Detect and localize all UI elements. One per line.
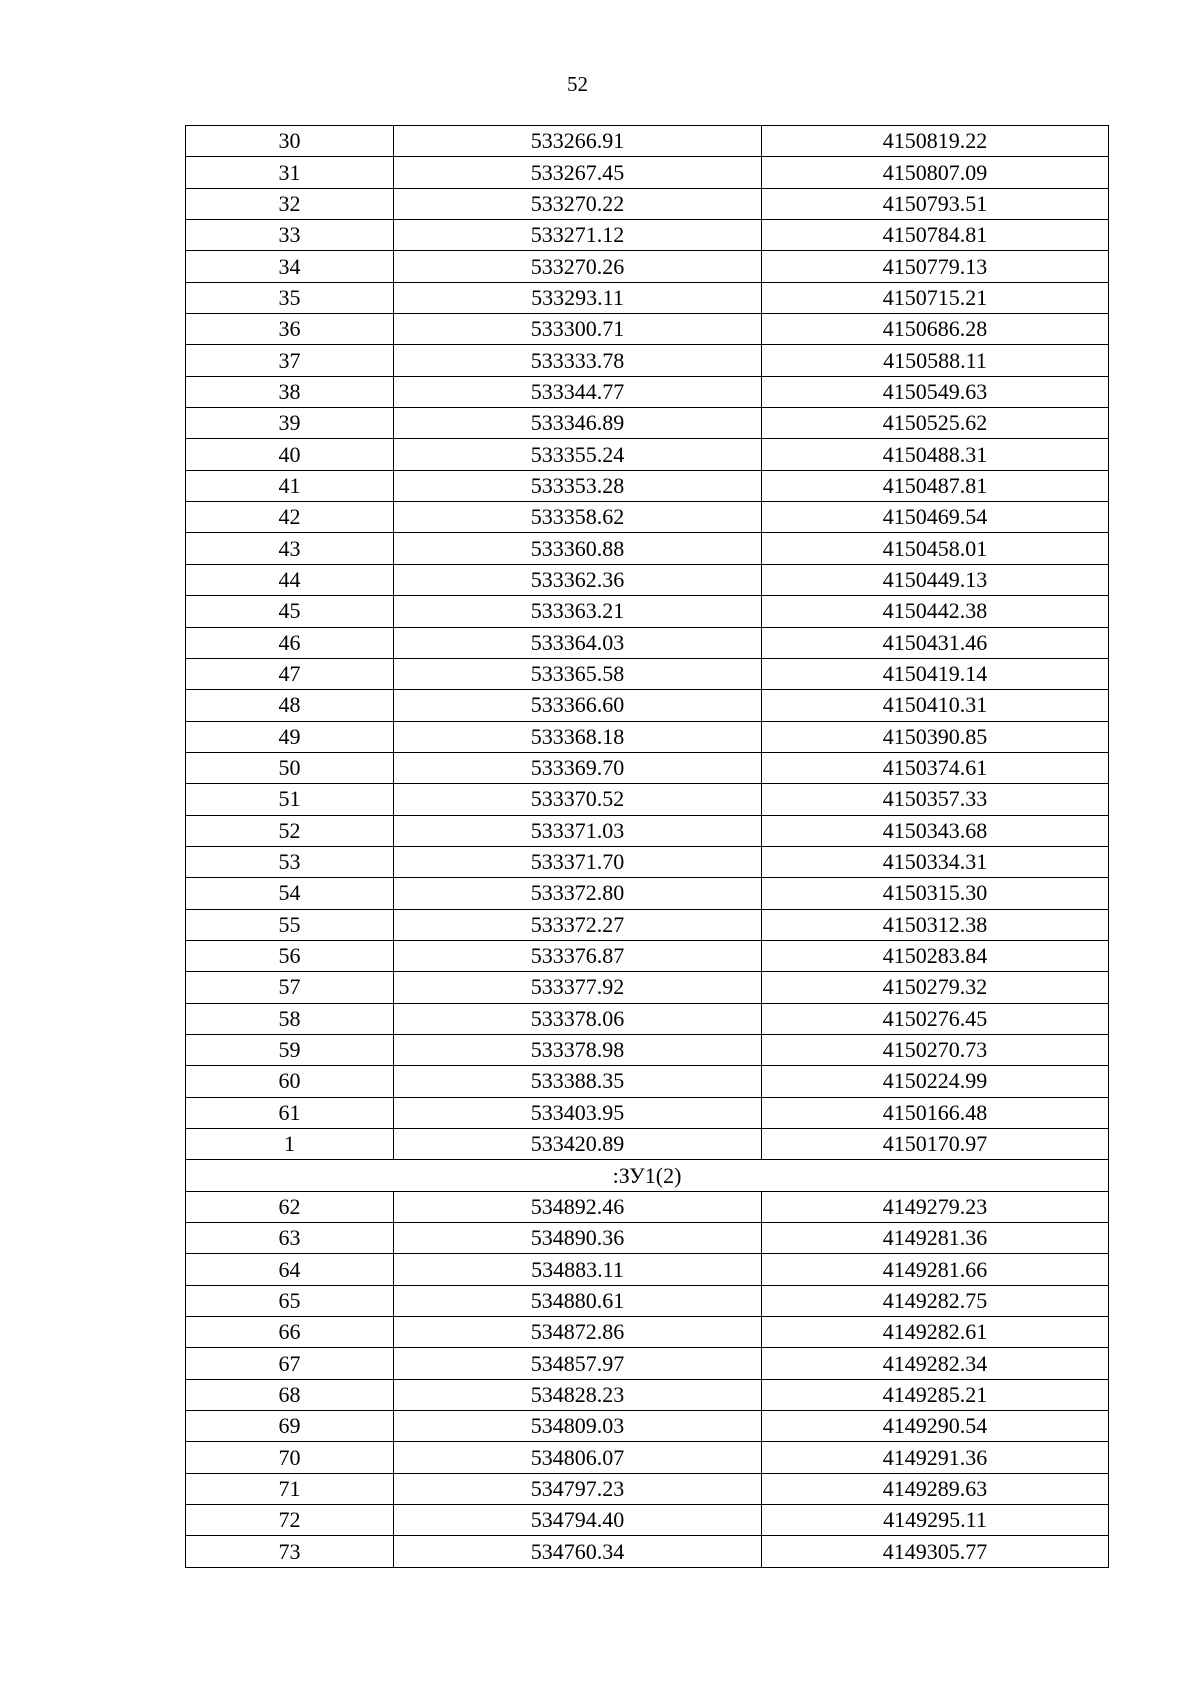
table-row	[186, 470, 1109, 501]
y-coordinate-cell: 4149295.11	[762, 1505, 1109, 1536]
y-coordinate-cell: 4149290.54	[762, 1411, 1109, 1442]
table-row	[186, 596, 1109, 627]
point-number-cell: 30	[186, 126, 394, 157]
point-number-cell: 33	[186, 220, 394, 251]
point-number-cell: 49	[186, 721, 394, 752]
table-row	[186, 1254, 1109, 1285]
table-row	[186, 564, 1109, 595]
y-coordinate-cell: 4150525.62	[762, 408, 1109, 439]
x-coordinate-cell: 533378.06	[394, 1003, 762, 1034]
point-number-cell: 40	[186, 439, 394, 470]
x-coordinate-cell: 533346.89	[394, 408, 762, 439]
table-row	[186, 940, 1109, 971]
point-number-cell: 43	[186, 533, 394, 564]
point-number-cell: 73	[186, 1536, 394, 1567]
table-row	[186, 752, 1109, 783]
x-coordinate-cell: 533363.21	[394, 596, 762, 627]
x-coordinate-cell: 534809.03	[394, 1411, 762, 1442]
table-row	[186, 314, 1109, 345]
section-label: :ЗУ1(2)	[186, 1160, 1109, 1191]
table-row	[186, 439, 1109, 470]
table-row	[186, 1285, 1109, 1316]
y-coordinate-cell: 4150784.81	[762, 220, 1109, 251]
y-coordinate-cell: 4149291.36	[762, 1442, 1109, 1473]
table-row	[186, 533, 1109, 564]
y-coordinate-cell: 4150442.38	[762, 596, 1109, 627]
x-coordinate-cell: 533371.03	[394, 815, 762, 846]
table-row	[186, 846, 1109, 877]
x-coordinate-cell: 533355.24	[394, 439, 762, 470]
point-number-cell: 63	[186, 1223, 394, 1254]
x-coordinate-cell: 534797.23	[394, 1473, 762, 1504]
table-row	[186, 690, 1109, 721]
y-coordinate-cell: 4150166.48	[762, 1097, 1109, 1128]
table-row	[186, 408, 1109, 439]
table-row	[186, 1442, 1109, 1473]
point-number-cell: 52	[186, 815, 394, 846]
point-number-cell: 51	[186, 784, 394, 815]
point-number-cell: 64	[186, 1254, 394, 1285]
y-coordinate-cell: 4150276.45	[762, 1003, 1109, 1034]
x-coordinate-cell: 533369.70	[394, 752, 762, 783]
point-number-cell: 37	[186, 345, 394, 376]
y-coordinate-cell: 4150410.31	[762, 690, 1109, 721]
x-coordinate-cell: 533293.11	[394, 282, 762, 313]
table-row	[186, 345, 1109, 376]
x-coordinate-cell: 534760.34	[394, 1536, 762, 1567]
x-coordinate-cell: 533344.77	[394, 376, 762, 407]
x-coordinate-cell: 533266.91	[394, 126, 762, 157]
x-coordinate-cell: 533371.70	[394, 846, 762, 877]
y-coordinate-cell: 4150170.97	[762, 1129, 1109, 1160]
y-coordinate-cell: 4150807.09	[762, 157, 1109, 188]
y-coordinate-cell: 4150588.11	[762, 345, 1109, 376]
point-number-cell: 60	[186, 1066, 394, 1097]
y-coordinate-cell: 4150279.32	[762, 972, 1109, 1003]
coordinates-table	[185, 125, 1109, 1568]
x-coordinate-cell: 534828.23	[394, 1379, 762, 1410]
x-coordinate-cell: 533376.87	[394, 940, 762, 971]
point-number-cell: 54	[186, 878, 394, 909]
table-row	[186, 1379, 1109, 1410]
y-coordinate-cell: 4149285.21	[762, 1379, 1109, 1410]
point-number-cell: 31	[186, 157, 394, 188]
x-coordinate-cell: 533377.92	[394, 972, 762, 1003]
x-coordinate-cell: 533366.60	[394, 690, 762, 721]
y-coordinate-cell: 4150686.28	[762, 314, 1109, 345]
table-row	[186, 784, 1109, 815]
point-number-cell: 57	[186, 972, 394, 1003]
point-number-cell: 36	[186, 314, 394, 345]
point-number-cell: 39	[186, 408, 394, 439]
table-row	[186, 376, 1109, 407]
y-coordinate-cell: 4149281.36	[762, 1223, 1109, 1254]
table-row	[186, 1003, 1109, 1034]
y-coordinate-cell: 4149281.66	[762, 1254, 1109, 1285]
table-row	[186, 1129, 1109, 1160]
page-number: 52	[567, 72, 588, 96]
y-coordinate-cell: 4150357.33	[762, 784, 1109, 815]
y-coordinate-cell: 4150312.38	[762, 909, 1109, 940]
table-row	[186, 502, 1109, 533]
table-row	[186, 1097, 1109, 1128]
y-coordinate-cell: 4150224.99	[762, 1066, 1109, 1097]
point-number-cell: 50	[186, 752, 394, 783]
y-coordinate-cell: 4149305.77	[762, 1536, 1109, 1567]
table-row	[186, 972, 1109, 1003]
y-coordinate-cell: 4150549.63	[762, 376, 1109, 407]
table-row	[186, 188, 1109, 219]
y-coordinate-cell: 4150487.81	[762, 470, 1109, 501]
x-coordinate-cell: 533372.80	[394, 878, 762, 909]
table-row	[186, 126, 1109, 157]
x-coordinate-cell: 533365.58	[394, 658, 762, 689]
table-row	[186, 1223, 1109, 1254]
y-coordinate-cell: 4150315.30	[762, 878, 1109, 909]
point-number-cell: 61	[186, 1097, 394, 1128]
x-coordinate-cell: 533353.28	[394, 470, 762, 501]
x-coordinate-cell: 533378.98	[394, 1034, 762, 1065]
x-coordinate-cell: 534872.86	[394, 1317, 762, 1348]
point-number-cell: 35	[186, 282, 394, 313]
x-coordinate-cell: 534883.11	[394, 1254, 762, 1285]
point-number-cell: 69	[186, 1411, 394, 1442]
table-row	[186, 1191, 1109, 1222]
x-coordinate-cell: 533368.18	[394, 721, 762, 752]
point-number-cell: 67	[186, 1348, 394, 1379]
x-coordinate-cell: 533270.26	[394, 251, 762, 282]
x-coordinate-cell: 533360.88	[394, 533, 762, 564]
x-coordinate-cell: 533403.95	[394, 1097, 762, 1128]
y-coordinate-cell: 4150283.84	[762, 940, 1109, 971]
y-coordinate-cell: 4150270.73	[762, 1034, 1109, 1065]
y-coordinate-cell: 4149279.23	[762, 1191, 1109, 1222]
point-number-cell: 68	[186, 1379, 394, 1410]
x-coordinate-cell: 533370.52	[394, 784, 762, 815]
section-row	[186, 1160, 1109, 1191]
point-number-cell: 65	[186, 1285, 394, 1316]
table-row	[186, 878, 1109, 909]
y-coordinate-cell: 4150390.85	[762, 721, 1109, 752]
y-coordinate-cell: 4150449.13	[762, 564, 1109, 595]
point-number-cell: 42	[186, 502, 394, 533]
x-coordinate-cell: 533300.71	[394, 314, 762, 345]
x-coordinate-cell: 533372.27	[394, 909, 762, 940]
x-coordinate-cell: 533420.89	[394, 1129, 762, 1160]
table-row	[186, 627, 1109, 658]
point-number-cell: 38	[186, 376, 394, 407]
y-coordinate-cell: 4150343.68	[762, 815, 1109, 846]
y-coordinate-cell: 4149282.34	[762, 1348, 1109, 1379]
y-coordinate-cell: 4150715.21	[762, 282, 1109, 313]
point-number-cell: 55	[186, 909, 394, 940]
table-row	[186, 251, 1109, 282]
point-number-cell: 47	[186, 658, 394, 689]
x-coordinate-cell: 534880.61	[394, 1285, 762, 1316]
x-coordinate-cell: 533364.03	[394, 627, 762, 658]
point-number-cell: 72	[186, 1505, 394, 1536]
table-row	[186, 721, 1109, 752]
y-coordinate-cell: 4149289.63	[762, 1473, 1109, 1504]
x-coordinate-cell: 533362.36	[394, 564, 762, 595]
table-row	[186, 1473, 1109, 1504]
point-number-cell: 34	[186, 251, 394, 282]
table-row	[186, 1411, 1109, 1442]
table-row	[186, 815, 1109, 846]
x-coordinate-cell: 533388.35	[394, 1066, 762, 1097]
y-coordinate-cell: 4150419.14	[762, 658, 1109, 689]
table-row	[186, 1317, 1109, 1348]
table-row	[186, 1505, 1109, 1536]
point-number-cell: 46	[186, 627, 394, 658]
point-number-cell: 70	[186, 1442, 394, 1473]
table-row	[186, 157, 1109, 188]
point-number-cell: 58	[186, 1003, 394, 1034]
y-coordinate-cell: 4150374.61	[762, 752, 1109, 783]
point-number-cell: 1	[186, 1129, 394, 1160]
y-coordinate-cell: 4150779.13	[762, 251, 1109, 282]
x-coordinate-cell: 534890.36	[394, 1223, 762, 1254]
point-number-cell: 45	[186, 596, 394, 627]
table-row	[186, 1066, 1109, 1097]
point-number-cell: 48	[186, 690, 394, 721]
x-coordinate-cell: 533333.78	[394, 345, 762, 376]
x-coordinate-cell: 533267.45	[394, 157, 762, 188]
point-number-cell: 59	[186, 1034, 394, 1065]
table-row	[186, 909, 1109, 940]
point-number-cell: 71	[186, 1473, 394, 1504]
x-coordinate-cell: 533358.62	[394, 502, 762, 533]
point-number-cell: 56	[186, 940, 394, 971]
table-row	[186, 282, 1109, 313]
y-coordinate-cell: 4149282.75	[762, 1285, 1109, 1316]
x-coordinate-cell: 534806.07	[394, 1442, 762, 1473]
y-coordinate-cell: 4150793.51	[762, 188, 1109, 219]
x-coordinate-cell: 533271.12	[394, 220, 762, 251]
x-coordinate-cell: 533270.22	[394, 188, 762, 219]
y-coordinate-cell: 4150458.01	[762, 533, 1109, 564]
y-coordinate-cell: 4150488.31	[762, 439, 1109, 470]
x-coordinate-cell: 534857.97	[394, 1348, 762, 1379]
y-coordinate-cell: 4150469.54	[762, 502, 1109, 533]
table-row	[186, 1034, 1109, 1065]
y-coordinate-cell: 4150819.22	[762, 126, 1109, 157]
point-number-cell: 53	[186, 846, 394, 877]
table-row	[186, 1536, 1109, 1567]
point-number-cell: 66	[186, 1317, 394, 1348]
point-number-cell: 32	[186, 188, 394, 219]
point-number-cell: 62	[186, 1191, 394, 1222]
x-coordinate-cell: 534794.40	[394, 1505, 762, 1536]
point-number-cell: 44	[186, 564, 394, 595]
table-row	[186, 220, 1109, 251]
table-row	[186, 658, 1109, 689]
y-coordinate-cell: 4150431.46	[762, 627, 1109, 658]
y-coordinate-cell: 4150334.31	[762, 846, 1109, 877]
coordinates-table-body	[186, 126, 1109, 1568]
x-coordinate-cell: 534892.46	[394, 1191, 762, 1222]
y-coordinate-cell: 4149282.61	[762, 1317, 1109, 1348]
point-number-cell: 41	[186, 470, 394, 501]
table-row	[186, 1348, 1109, 1379]
